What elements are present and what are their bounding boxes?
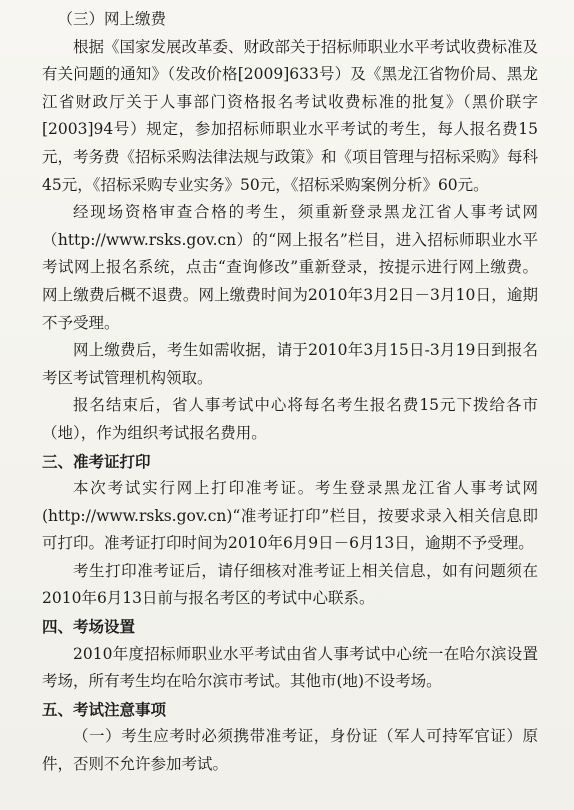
paragraph-online-payment: 经现场资格审查合格的考生，须重新登录黑龙江省人事考试网（http://www.rsks.gov.cn）的“网上报名”栏目，进入招标师职业水平考试网上报名系统，点击“查询修改”重新登录，按提示进行网上缴费。网上缴费后概不退费。网上缴费时间为2010年3月2日－3月10日，逾期不予受理。 [42, 203, 538, 332]
paragraph-ticket-check: 考生打印准考证后，请仔细核对准考证上相关信息，如有问题须在2010年6月13日前与报名考区的考试中心联系。 [42, 561, 538, 608]
paragraph-exam-note-1: （一）考生应考时必须携带准考证，身份证（军人可持军官证）原件，否则不允许参加考试。 [42, 727, 538, 774]
paragraph-receipt: 网上缴费后，考生如需收据，请于2010年3月15日-3月19日到报名考区考试管理机构领取。 [42, 341, 538, 387]
paragraph-fee-standard: 根据《国家发展改革委、财政部关于招标师职业水平考试收费标准及有关问题的通知》（发改价格[2009]633号）及《黑龙江省物价局、黑龙江省财政厅关于人事部门资格报名考试收费标准的批复》（黑价联字[2003]94号）规定，参加招标师职业水平考试的考生，每人报名费15元，考务费《招标采购法律法规与政策》和《项目管理与招标采购》每科45元，《招标采购专业实务》50元，《招标采购案例分析》60元。 [42, 37, 539, 194]
paragraph-ticket-printing: 本次考试实行网上打印准考证。考生登录黑龙江省人事考试网(http://www.rsks.gov.cn)“准考证打印”栏目，按要求录入相关信息即可打印。准考证打印时间为2010年6月9日－6月13日，逾期不予受理。 [42, 479, 538, 553]
paragraph-fee-allocation: 报名结束后，省人事考试中心将每名考生报名费15元下拨给各市（地），作为组织考试报名费用。 [42, 396, 538, 442]
section-exam-notes-heading: 五、考试注意事项 [42, 699, 167, 719]
section-admission-ticket-heading: 三、准考证打印 [42, 451, 151, 471]
paragraph-exam-venue: 2010年度招标师职业水平考试由省人事考试中心统一在哈尔滨设置考场，所有考生均在哈尔滨市考试。其他市(地)不设考场。 [42, 644, 538, 691]
section-online-payment-heading: （三）网上缴费 [57, 10, 167, 28]
section-exam-venue-heading: 四、考场设置 [42, 617, 136, 637]
document-body [42, 6, 538, 779]
